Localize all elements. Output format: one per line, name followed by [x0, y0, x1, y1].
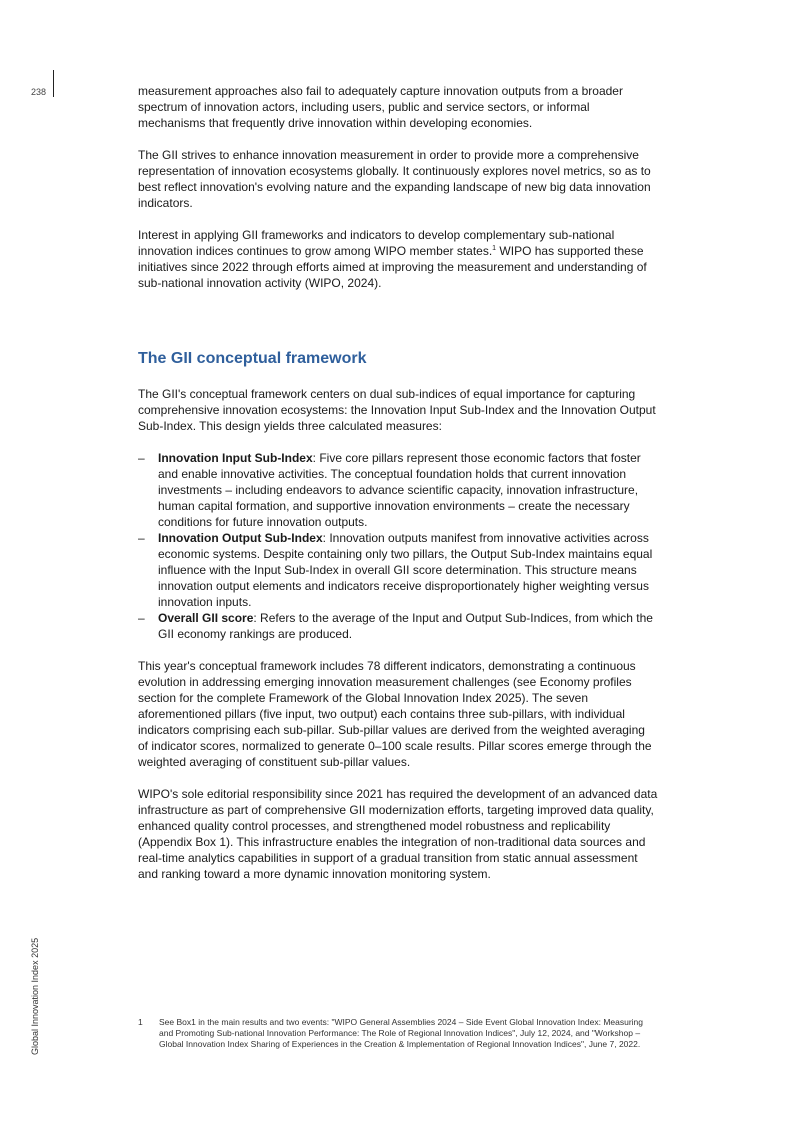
page-number: 238: [31, 87, 47, 97]
footnote-text: See Box1 in the main results and two events: "WIPO General Assemblies 2024 – Side Event Global Innovation Index: Measuring and Promoting Sub-national Innovation Performance: The Role of Regional Innovation Indices", July 12, 2024, and "Workshop – Global Innovation Index Sharing of Experiences in the Creation & Implementation of Regional Innovation Indices", June 7, 2022.: [159, 1017, 644, 1049]
intro-paragraph-3-text-continued: WIPO has supported these initiatives since 2022 through efforts aimed at improving the measurement and understanding of sub-national innovation activity (WIPO, 2024).: [138, 244, 647, 290]
list-item: [138, 610, 658, 642]
intro-paragraph-3-text: Interest in applying GII frameworks and indicators to develop complementary sub-national innovation indices continues to grow among WIPO member states.: [138, 228, 615, 258]
footnote-number: 1: [138, 1017, 143, 1027]
list-item: [138, 530, 658, 610]
footnote: [138, 1017, 658, 1050]
intro-paragraph-3: [138, 227, 658, 291]
main-content: [138, 83, 658, 898]
list-item-text: : Innovation outputs manifest from innovative activities across economic systems. Despite containing only two pillars, the Output Sub-Index maintains equal influence with the Input Sub-Index in overall GII score determination. This structure means innovation output elements and indicators receive disproportionately higher weighting versus innovation inputs.: [158, 531, 653, 609]
indicators-paragraph: This year's conceptual framework includes 78 different indicators, demonstrating a continuous evolution in addressing emerging innovation measurement challenges (see Economy profiles section for the complete Framework of the Global Innovation Index 2025). The seven aforementioned pillars (five input, two output) each contains three sub-pillars, with individual indicators comprising each sub-pillar. Sub-pillar values are derived from the weighted averaging of indicator scores, normalized to generate 0–100 scale results. Pillar scores emerge through the weighted averaging of constituent sub-pillar values.: [138, 659, 652, 769]
list-item-term: Overall GII score: [158, 611, 254, 625]
list-item-term: Innovation Output Sub-Index: [158, 531, 323, 545]
list-item: [138, 450, 658, 530]
running-title: Global Innovation Index 2025: [30, 937, 40, 1055]
page-number-divider: [53, 70, 54, 97]
list-item-term: Innovation Input Sub-Index: [158, 451, 313, 465]
list-dash: –: [138, 611, 145, 625]
section-lead-paragraph: The GII's conceptual framework centers on dual sub-indices of equal importance for capturing comprehensive innovation ecosystems: the Innovation Input Sub-Index and the Innovation Output Sub-Index. This design yields three calculated measures:: [138, 387, 656, 433]
intro-paragraph-2: The GII strives to enhance innovation measurement in order to provide more a comprehensive representation of innovation ecosystems globally. It continuously explores novel metrics, so as to best reflect innovation's evolving nature and the expanding landscape of new big data innovation indicators.: [138, 148, 651, 210]
wipo-paragraph: WIPO's sole editorial responsibility since 2021 has required the development of an advanced data infrastructure as part of comprehensive GII modernization efforts, targeting improved data quality, enhanced quality control processes, and strengthened model robustness and replicability (Appendix Box 1). This infrastructure enables the integration of non-traditional data sources and real-time analytics capabilities in support of a gradual transition from static annual assessment and ranking toward a more dynamic innovation monitoring system.: [138, 787, 658, 881]
intro-paragraph-1: measurement approaches also fail to adequately capture innovation outputs from a broader spectrum of innovation actors, including users, public and service sectors, or informal mechanisms that frequently drive innovation within developing economies.: [138, 84, 623, 130]
definition-list: [138, 450, 658, 642]
list-dash: –: [138, 531, 145, 545]
list-dash: –: [138, 451, 145, 465]
section-heading: The GII conceptual framework: [138, 350, 367, 367]
footnote-reference[interactable]: 1: [492, 245, 497, 252]
list-item-text: : Five core pillars represent those economic factors that foster and enable innovative activities. The conceptual foundation holds that current innovation investments – including endeavors to advance scientific capacity, innovation infrastructure, human capital formation, and supportive innovation environments – create the necessary conditions for future innovation outputs.: [158, 451, 641, 529]
list-item-text: : Refers to the average of the Input and Output Sub-Indices, from which the GII economy rankings are produced.: [158, 611, 653, 641]
